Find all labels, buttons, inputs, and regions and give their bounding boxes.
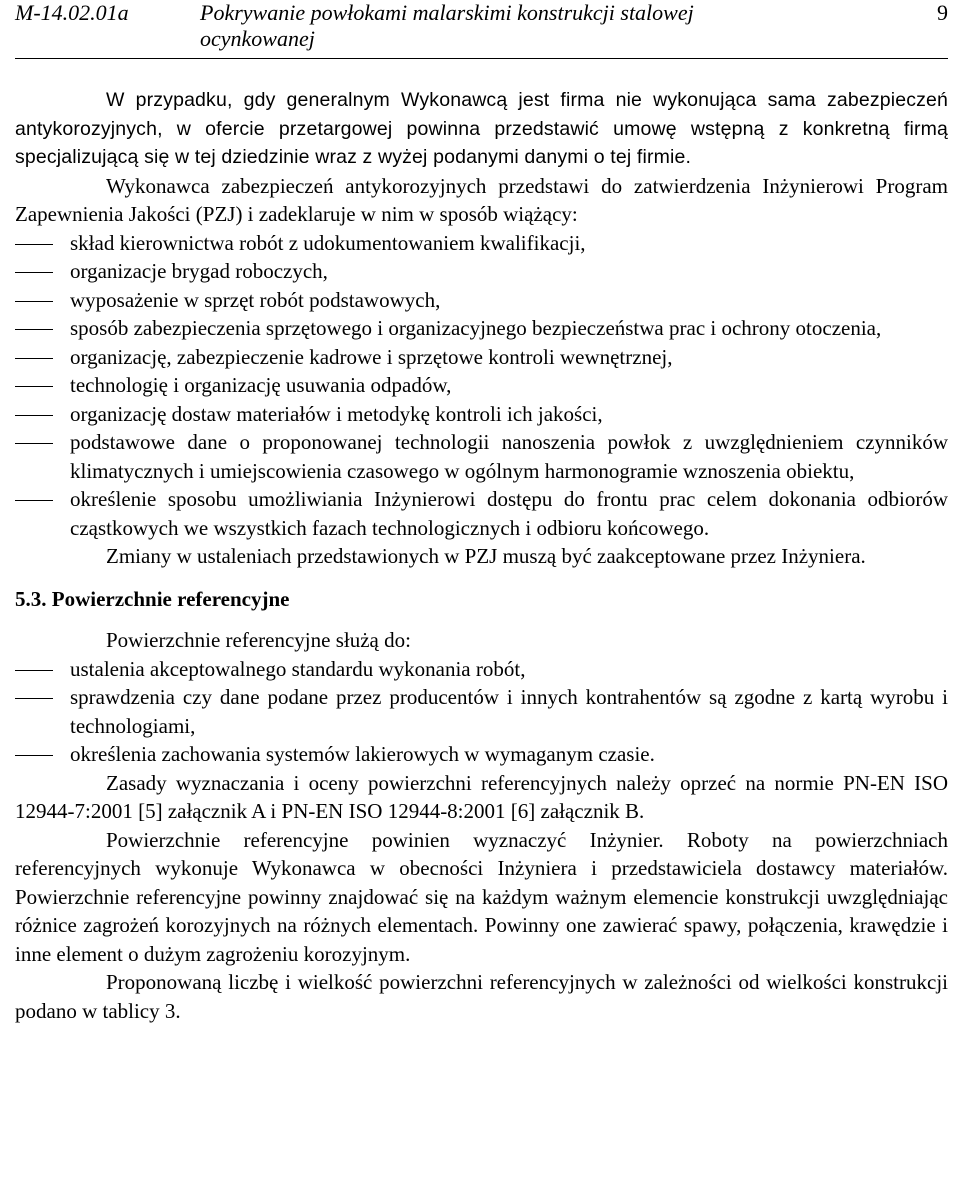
ref-list xyxy=(15,655,948,769)
pzj-list xyxy=(15,229,948,543)
pzj-paragraph: Wykonawca zabezpieczeń antykorozyjnych przedstawi do zatwierdzenia Inżynierowi Program Zapewnienia Jakości (PZJ) i zadeklaruje w nim w sposób wiążący: xyxy=(15,173,948,226)
list-item: sposób zabezpieczenia sprzętowego i organizacyjnego bezpieczeństwa prac i ochrony otoczenia, xyxy=(70,316,882,340)
list-item: wyposażenie w sprzęt robót podstawowych, xyxy=(70,287,441,312)
section-heading: 5.3. Powierzchnie referencyjne xyxy=(15,586,290,611)
list-item: skład kierownictwa robót z udokumentowaniem kwalifikacji, xyxy=(70,230,586,255)
document-title: Pokrywanie powłokami malarskimi konstrukcji stalowej ocynkowanej xyxy=(200,0,694,51)
ref-table-paragraph: Proponowaną liczbę i wielkość powierzchni referencyjnych w zależności od wielkości konstrukcji podano w tablicy 3. xyxy=(15,970,948,1023)
document-code: M-14.02.01a xyxy=(15,0,129,25)
header-rule xyxy=(15,58,948,59)
ref-intro-paragraph: Powierzchnie referencyjne służą do: xyxy=(106,628,411,652)
list-item: określenia zachowania systemów lakierowych w wymaganym czasie. xyxy=(70,742,655,766)
pzj-changes-paragraph: Zmiany w ustaleniach przedstawionych w PZJ muszą być zaakceptowane przez Inżyniera. xyxy=(106,544,866,568)
list-item: ustalenia akceptowalnego standardu wykonania robót, xyxy=(70,656,526,681)
ref-norms-paragraph: Zasady wyznaczania i oceny powierzchni referencyjnych należy oprzeć na normie PN-EN ISO 12944-7:2001 [5] załącznik A i PN-EN ISO 12944-8:2001 [6] załącznik B. xyxy=(15,770,948,823)
page-header xyxy=(15,0,948,58)
page-content xyxy=(15,58,948,1025)
page-number: 9 xyxy=(937,0,948,25)
list-item: podstawowe dane o proponowanej technologii nanoszenia powłok z uwzględnieniem czynników klimatycznych i umiejscowienia czasowego w ogólnym harmonogramie wznoszenia obiektu, xyxy=(70,430,948,483)
list-item: określenie sposobu umożliwiania Inżynierowi dostępu do frontu prac celem dokonania odbiorów cząstkowych we wszystkich fazach technologicznych i odbioru końcowego. xyxy=(70,487,948,540)
list-item: organizacje brygad roboczych, xyxy=(70,259,328,283)
list-item: organizację dostaw materiałów i metodykę kontroli ich jakości, xyxy=(70,401,603,426)
list-item: technologię i organizację usuwania odpadów, xyxy=(70,373,452,397)
ref-designation-paragraph: Powierzchnie referencyjne powinien wyznaczyć Inżynier. Roboty na powierzchniach referencyjnych wykonuje Wykonawca w obecności Inżyniera i przedstawiciela dostawcy materiałów. Powierzchnie referencyjne powinny znajdować się na każdym ważnym elemencie konstrukcji uwzględniając różnice zagrożeń korozyjnych na różnych elementach. Powinny one zawierać spawy, połączenia, krawędzie i inne element o dużym zagrożeniu korozyjnym. xyxy=(15,827,948,966)
list-item: sprawdzenia czy dane podane przez producentów i innych kontrahentów są zgodne z kartą wyrobu i technologiami, xyxy=(70,685,948,738)
list-item: organizację, zabezpieczenie kadrowe i sprzętowe kontroli wewnętrznej, xyxy=(70,344,673,369)
intro-paragraph: W przypadku, gdy generalnym Wykonawcą jest firma nie wykonująca sama zabezpieczeń antykorozyjnych, w ofercie przetargowej powinna przedstawić umowę wstępną z konkretną firmą specjalizującą się w tej dziedzinie wraz z wyżej podanymi danymi o tej firmie. xyxy=(15,89,948,168)
